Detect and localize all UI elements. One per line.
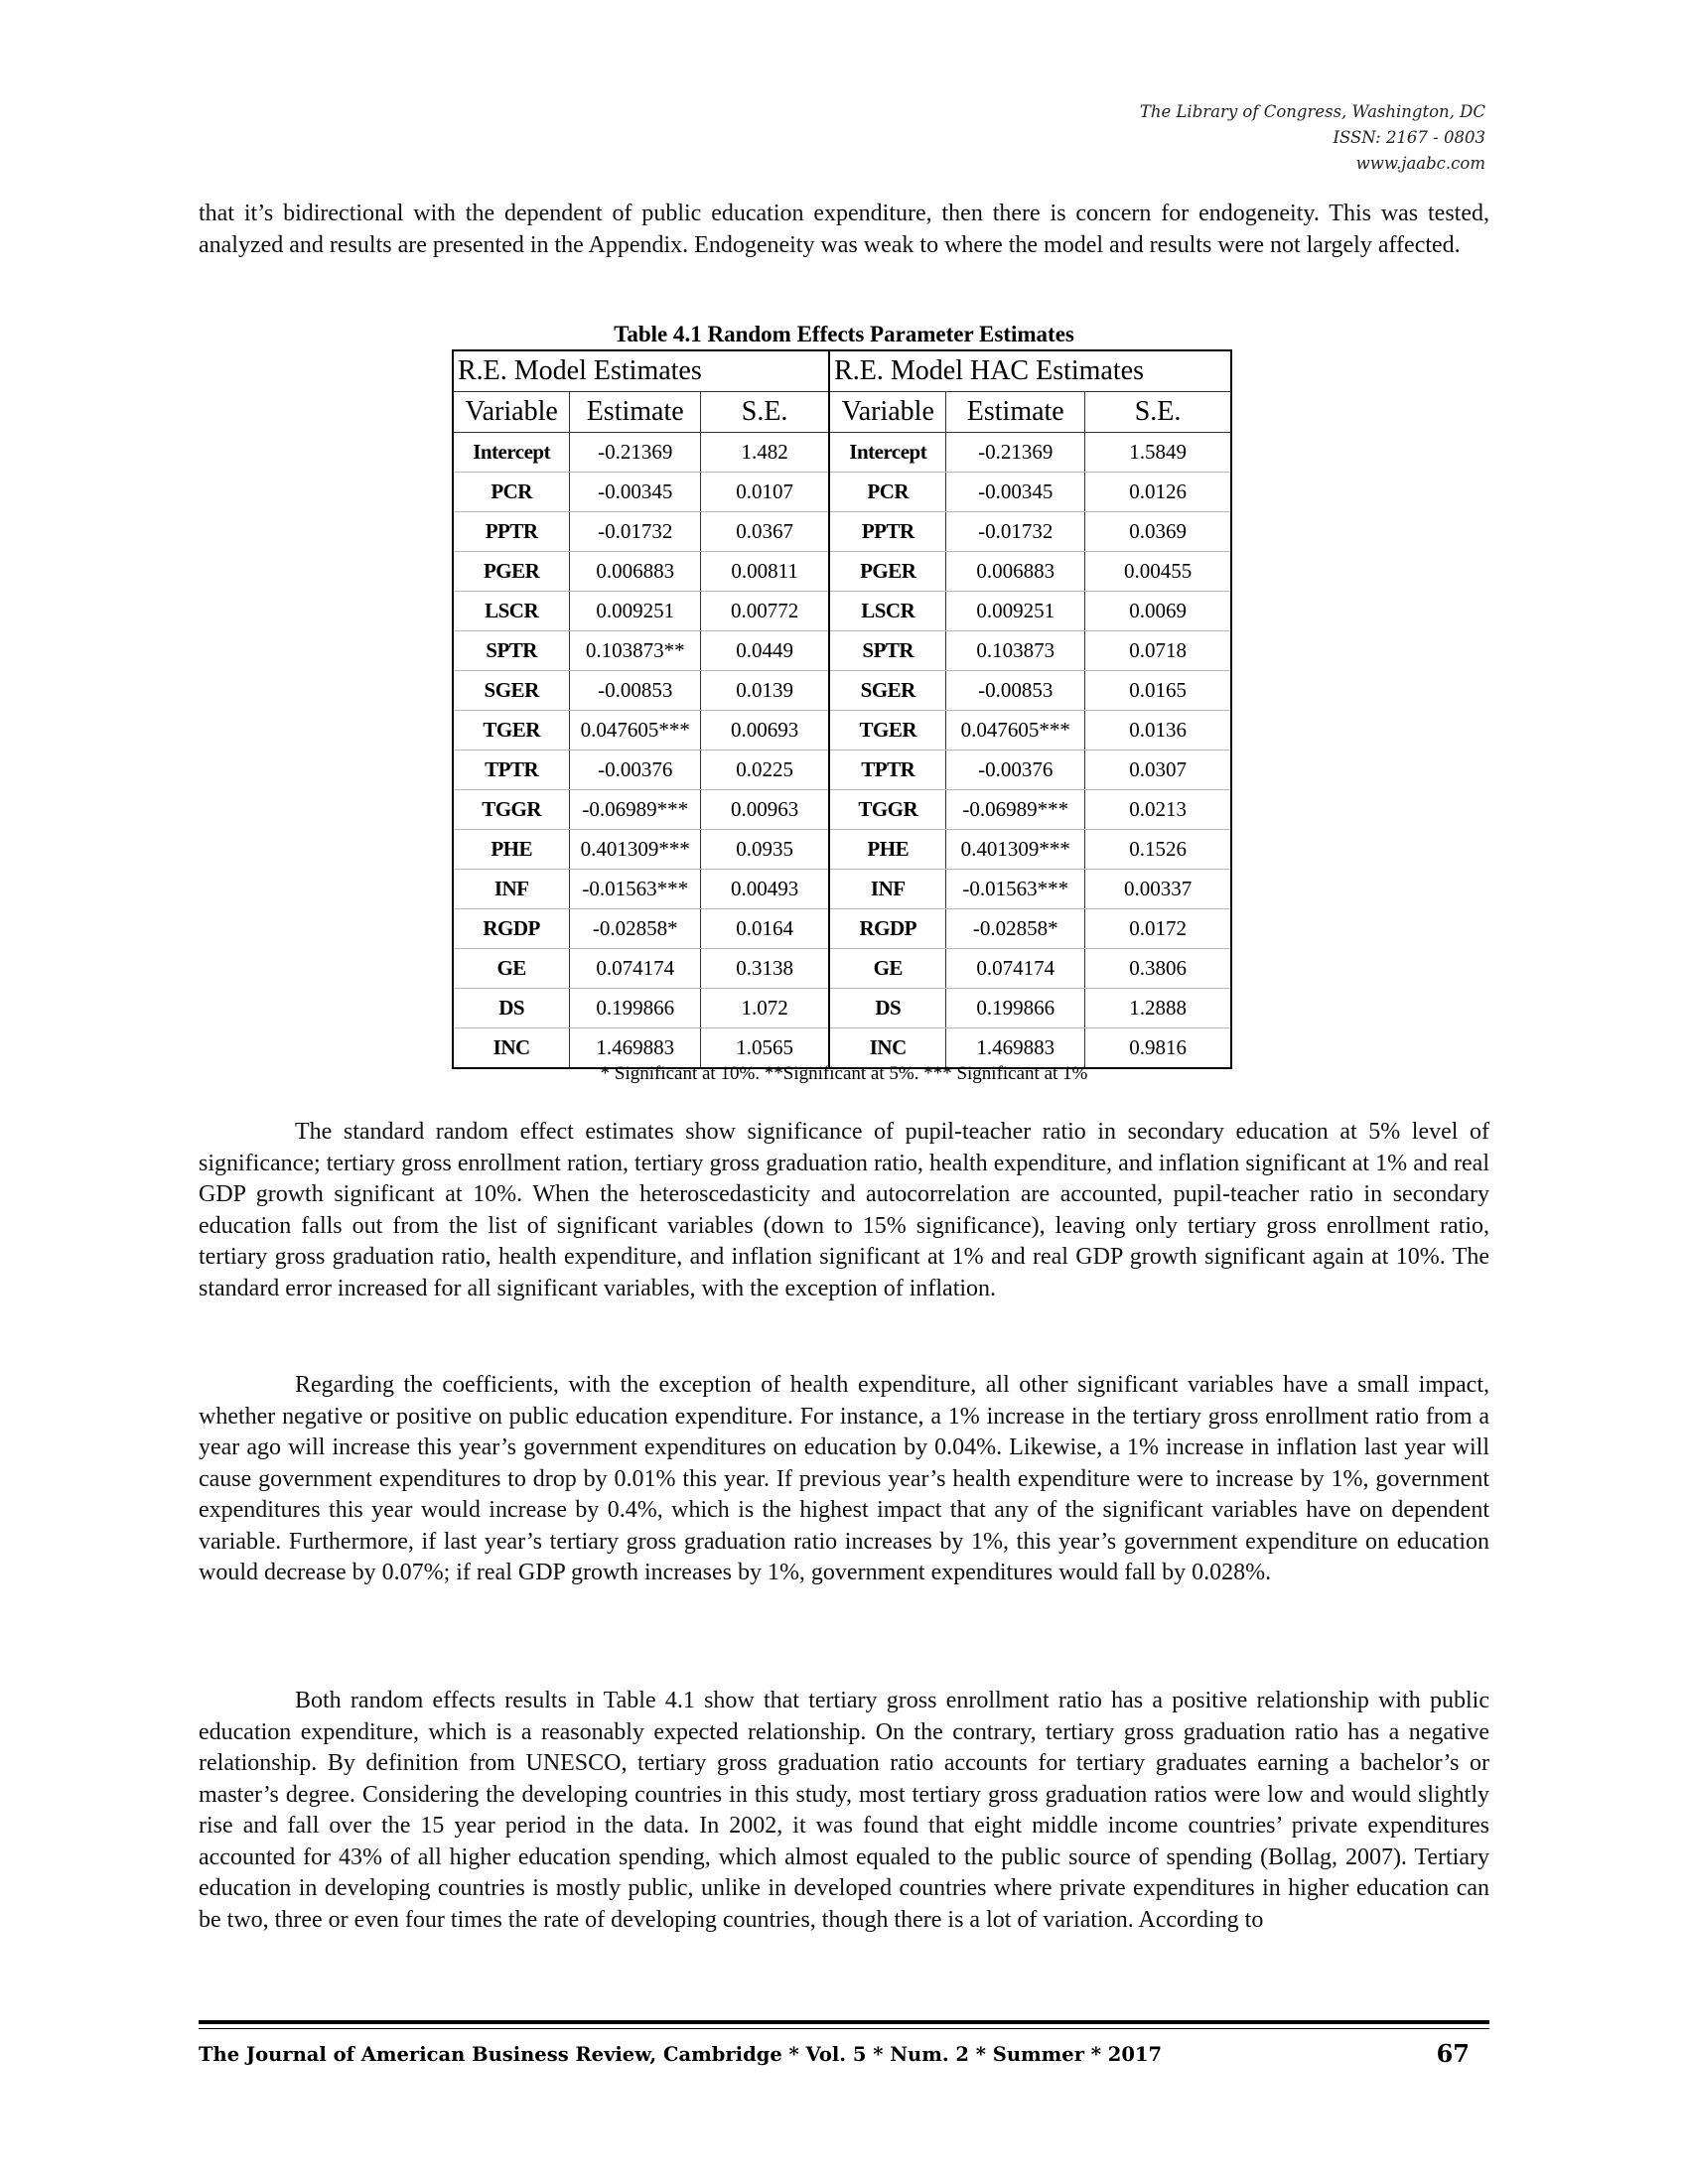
table-group-header-row bbox=[453, 350, 1231, 392]
variable-cell: LSCR bbox=[453, 592, 570, 631]
table-column-header-row bbox=[453, 392, 1231, 433]
variable-cell: PPTR bbox=[453, 512, 570, 552]
value-cell: 0.009251 bbox=[946, 592, 1085, 631]
value-cell: -0.00376 bbox=[946, 751, 1085, 790]
column-header: Variable bbox=[453, 392, 570, 433]
table-row bbox=[453, 433, 1231, 473]
value-cell: 0.0164 bbox=[701, 909, 829, 949]
value-cell: 0.047605*** bbox=[570, 711, 701, 751]
value-cell: 0.074174 bbox=[946, 949, 1085, 989]
body-paragraph: Regarding the coefficients, with the exception of health expenditure, all other significant variables have a small impact, whether negative or positive on public education expenditure. For instance, a 1% increase in the tertiary gross enrollment ratio from a year ago will increase this year’s government expenditures on education by 0.04%. Likewise, a 1% increase in inflation last year will cause government expenditures to drop by 0.01% this year. If previous year’s health expenditure were to increase by 1%, government expenditures this year would increase by 0.4%, which is the highest impact that any of the significant variables have on dependent variable. Furthermore, if last year’s tertiary gross graduation ratio increases by 1%, this year’s government expenditure on education would decrease by 0.07%; if real GDP growth increases by 1%, government expenditures would fall by 0.028%. bbox=[199, 1372, 1489, 1585]
variable-cell: TPTR bbox=[829, 751, 946, 790]
table-title: Table 4.1 Random Effects Parameter Estimates bbox=[614, 322, 1074, 346]
value-cell: -0.01732 bbox=[570, 512, 701, 552]
value-cell: 0.103873** bbox=[570, 631, 701, 671]
value-cell: -0.02858* bbox=[570, 909, 701, 949]
variable-cell: RGDP bbox=[453, 909, 570, 949]
header-library: The Library of Congress, Washington, DC bbox=[1139, 102, 1485, 121]
value-cell: -0.02858* bbox=[946, 909, 1085, 949]
column-header: Estimate bbox=[946, 392, 1085, 433]
footer-journal-citation: The Journal of American Business Review, Cambridge * Vol. 5 * Num. 2 * Summer * 2017 bbox=[199, 2043, 1163, 2066]
variable-cell: SPTR bbox=[453, 631, 570, 671]
value-cell: 0.0367 bbox=[701, 512, 829, 552]
variable-cell: DS bbox=[829, 989, 946, 1028]
variable-cell: PHE bbox=[453, 830, 570, 870]
value-cell: 0.9816 bbox=[1085, 1028, 1231, 1069]
variable-cell: Intercept bbox=[829, 433, 946, 473]
value-cell: 0.199866 bbox=[946, 989, 1085, 1028]
value-cell: 0.006883 bbox=[946, 552, 1085, 592]
value-cell: 0.0718 bbox=[1085, 631, 1231, 671]
value-cell: 0.401309*** bbox=[946, 830, 1085, 870]
variable-cell: INC bbox=[829, 1028, 946, 1069]
value-cell: 0.103873 bbox=[946, 631, 1085, 671]
variable-cell: TGER bbox=[453, 711, 570, 751]
value-cell: 0.0069 bbox=[1085, 592, 1231, 631]
value-cell: 0.0139 bbox=[701, 671, 829, 711]
value-cell: -0.21369 bbox=[946, 433, 1085, 473]
variable-cell: TGGR bbox=[829, 790, 946, 830]
value-cell: -0.00376 bbox=[570, 751, 701, 790]
header-issn: ISSN: 2167 - 0803 bbox=[1333, 128, 1485, 147]
value-cell: 0.0136 bbox=[1085, 711, 1231, 751]
running-header bbox=[1140, 99, 1485, 177]
value-cell: 0.0307 bbox=[1085, 751, 1231, 790]
value-cell: 0.0935 bbox=[701, 830, 829, 870]
table-row bbox=[453, 711, 1231, 751]
value-cell: 0.074174 bbox=[570, 949, 701, 989]
variable-cell: PCR bbox=[829, 473, 946, 512]
variable-cell: Intercept bbox=[453, 433, 570, 473]
table-row bbox=[453, 751, 1231, 790]
value-cell: -0.06989*** bbox=[946, 790, 1085, 830]
value-cell: 0.0165 bbox=[1085, 671, 1231, 711]
value-cell: 1.482 bbox=[701, 433, 829, 473]
variable-cell: GE bbox=[829, 949, 946, 989]
table-row bbox=[453, 671, 1231, 711]
column-header: S.E. bbox=[1085, 392, 1231, 433]
value-cell: 0.00772 bbox=[701, 592, 829, 631]
value-cell: -0.01563*** bbox=[570, 870, 701, 909]
value-cell: 0.00963 bbox=[701, 790, 829, 830]
header-website: www.jaabc.com bbox=[1355, 154, 1485, 173]
value-cell: -0.00345 bbox=[946, 473, 1085, 512]
variable-cell: PPTR bbox=[829, 512, 946, 552]
variable-cell: DS bbox=[453, 989, 570, 1028]
value-cell: 1.469883 bbox=[946, 1028, 1085, 1069]
group-header-re-model: R.E. Model Estimates bbox=[453, 350, 829, 392]
variable-cell: SPTR bbox=[829, 631, 946, 671]
value-cell: 1.2888 bbox=[1085, 989, 1231, 1028]
variable-cell: INF bbox=[453, 870, 570, 909]
table-row bbox=[453, 949, 1231, 989]
variable-cell: PGER bbox=[453, 552, 570, 592]
variable-cell: INC bbox=[453, 1028, 570, 1069]
page-number: 67 bbox=[1436, 2039, 1470, 2068]
value-cell: 0.0213 bbox=[1085, 790, 1231, 830]
value-cell: 0.006883 bbox=[570, 552, 701, 592]
value-cell: 0.0172 bbox=[1085, 909, 1231, 949]
value-cell: -0.21369 bbox=[570, 433, 701, 473]
table-body bbox=[453, 433, 1231, 1069]
intro-paragraph: that it’s bidirectional with the dependent of public education expenditure, then there is concern for endogeneity. This was tested, analyzed and results are presented in the Appendix. Endogeneity was weak to where the model and results were not largely affected. bbox=[199, 201, 1489, 258]
value-cell: 1.5849 bbox=[1085, 433, 1231, 473]
variable-cell: INF bbox=[829, 870, 946, 909]
value-cell: 1.469883 bbox=[570, 1028, 701, 1069]
variable-cell: TGGR bbox=[453, 790, 570, 830]
value-cell: 0.0126 bbox=[1085, 473, 1231, 512]
value-cell: -0.00853 bbox=[570, 671, 701, 711]
value-cell: 0.0225 bbox=[701, 751, 829, 790]
variable-cell: SGER bbox=[829, 671, 946, 711]
value-cell: 0.00493 bbox=[701, 870, 829, 909]
table-significance-note: * Significant at 10%. **Significant at 5%. *** Significant at 1% bbox=[600, 1063, 1088, 1084]
footer-rule bbox=[199, 2020, 1489, 2024]
value-cell: 1.072 bbox=[701, 989, 829, 1028]
value-cell: 0.00455 bbox=[1085, 552, 1231, 592]
column-header: Variable bbox=[829, 392, 946, 433]
results-table bbox=[452, 349, 1232, 1069]
table-row bbox=[453, 830, 1231, 870]
variable-cell: SGER bbox=[453, 671, 570, 711]
value-cell: -0.00853 bbox=[946, 671, 1085, 711]
table-row bbox=[453, 790, 1231, 830]
value-cell: -0.01563*** bbox=[946, 870, 1085, 909]
variable-cell: GE bbox=[453, 949, 570, 989]
group-header-hac-model: R.E. Model HAC Estimates bbox=[829, 350, 1231, 392]
value-cell: -0.06989*** bbox=[570, 790, 701, 830]
variable-cell: PGER bbox=[829, 552, 946, 592]
value-cell: -0.00345 bbox=[570, 473, 701, 512]
table-row bbox=[453, 552, 1231, 592]
column-header: Estimate bbox=[570, 392, 701, 433]
table-row bbox=[453, 473, 1231, 512]
footer-rule-thin bbox=[199, 2028, 1489, 2029]
value-cell: 0.401309*** bbox=[570, 830, 701, 870]
value-cell: 0.00337 bbox=[1085, 870, 1231, 909]
value-cell: 0.047605*** bbox=[946, 711, 1085, 751]
column-header: S.E. bbox=[701, 392, 829, 433]
value-cell: 0.3138 bbox=[701, 949, 829, 989]
value-cell: 0.199866 bbox=[570, 989, 701, 1028]
value-cell: 1.0565 bbox=[701, 1028, 829, 1069]
value-cell: 0.009251 bbox=[570, 592, 701, 631]
variable-cell: TGER bbox=[829, 711, 946, 751]
table-row bbox=[453, 870, 1231, 909]
variable-cell: LSCR bbox=[829, 592, 946, 631]
variable-cell: RGDP bbox=[829, 909, 946, 949]
variable-cell: TPTR bbox=[453, 751, 570, 790]
table-row bbox=[453, 631, 1231, 671]
value-cell: 0.0369 bbox=[1085, 512, 1231, 552]
table-row bbox=[453, 512, 1231, 552]
value-cell: 0.1526 bbox=[1085, 830, 1231, 870]
variable-cell: PHE bbox=[829, 830, 946, 870]
table-row bbox=[453, 592, 1231, 631]
variable-cell: PCR bbox=[453, 473, 570, 512]
value-cell: 0.0107 bbox=[701, 473, 829, 512]
table-row bbox=[453, 989, 1231, 1028]
value-cell: 0.00811 bbox=[701, 552, 829, 592]
value-cell: -0.01732 bbox=[946, 512, 1085, 552]
value-cell: 0.00693 bbox=[701, 711, 829, 751]
table-row bbox=[453, 909, 1231, 949]
value-cell: 0.0449 bbox=[701, 631, 829, 671]
value-cell: 0.3806 bbox=[1085, 949, 1231, 989]
body-paragraph: The standard random effect estimates show significance of pupil-teacher ratio in secondary education at 5% level of significance; tertiary gross enrollment ration, tertiary gross graduation ratio, health expenditure, and inflation significant at 1% and real GDP growth significant at 10%. When the heteroscedasticity and autocorrelation are accounted, pupil-teacher ratio in secondary education falls out from the list of significant variables (down to 15% significance), leaving only tertiary gross enrollment ratio, tertiary gross graduation ratio, health expenditure, and inflation significant at 1% and real GDP growth significant again at 10%. The standard error increased for all significant variables, with the exception of inflation. bbox=[199, 1119, 1489, 1301]
body-paragraph: Both random effects results in Table 4.1 show that tertiary gross enrollment ratio has a positive relationship with public education expenditure, which is a reasonably expected relationship. On the contrary, tertiary gross graduation ratio has a negative relationship. By definition from UNESCO, tertiary gross graduation ratio accounts for tertiary graduates earning a bachelor’s or master’s degree. Considering the developing countries in this study, most tertiary gross graduation ratios were low and would slightly rise and fall over the 15 year period in the data. In 2002, it was found that eight middle income countries’ private expenditures accounted for 43% of all higher education spending, which almost equaled to the public source of spending (Bollag, 2007). Tertiary education in developing countries is mostly public, unlike in developed countries where private expenditures in higher education can be two, three or even four times the rate of developing countries, though there is a lot of variation. According to bbox=[199, 1688, 1489, 1933]
